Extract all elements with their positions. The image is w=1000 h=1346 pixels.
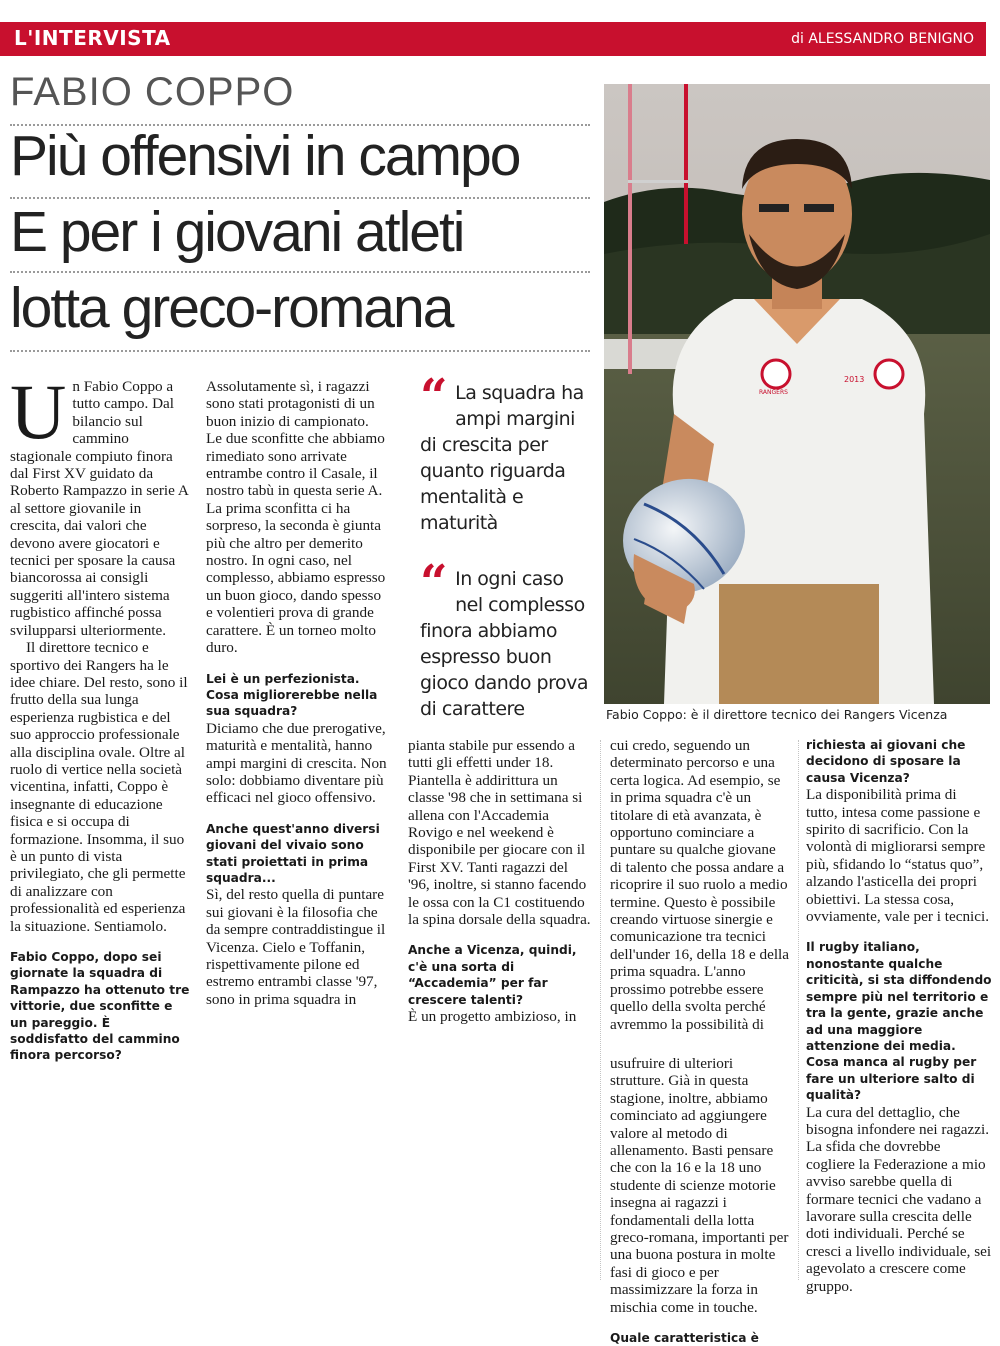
headline bbox=[10, 118, 600, 346]
interview-question: Fabio Coppo, dopo sei giornate la squadra di Rampazzo ha ottenuto tre vittorie, due sconfitte e un pareggio. È soddisfatto del cammino finora percorso? bbox=[10, 950, 190, 1063]
section-label: L'INTERVISTA bbox=[14, 26, 171, 50]
column-divider bbox=[600, 740, 601, 1280]
article-column-3 bbox=[408, 737, 592, 1026]
quote-mark-icon: “ bbox=[420, 555, 448, 611]
interview-question: Anche a Vicenza, quindi, c'è una sorta di “Accademia” per far crescere talenti? bbox=[408, 943, 577, 1007]
portrait-photo bbox=[604, 84, 990, 704]
divider bbox=[10, 271, 590, 273]
author-byline: di ALESSANDRO BENIGNO bbox=[791, 31, 974, 47]
pull-quote-text: In ogni caso nel complesso finora abbiamo espresso buon gioco dando prova di carattere bbox=[420, 568, 589, 720]
pull-quote-text: La squadra ha ampi margini di crescita per quanto riguarda mentalità e maturità bbox=[420, 382, 584, 534]
interview-answer: È un progetto ambizioso, in bbox=[408, 1008, 577, 1026]
svg-text:2013: 2013 bbox=[844, 375, 865, 384]
article-intro: n Fabio Coppo a tutto campo. Dal bilancio sul cammino stagionale compiuto finora dal First XV guidato da Roberto Rampazzo in serie A al settore giovanile in crescita, dai valori che devono avere giocatori e tecnici per sposare la causa biancorossa ai consigli suggeriti all'intero sistema rugbistico affinché possa svilupparsi ulteriormente. bbox=[10, 378, 188, 639]
article-paragraph: Il direttore tecnico e sportivo dei Rangers ha le idee chiare. Del resto, sono il frutto della sua lunga esperienza rugbistica e del suo approccio professionale alla disciplina ovale. Oltre al ruolo di vertice nella società vicentina, infatti, Coppo è insegnante di educazione fisica e si occupa di formazione. Insomma, il suo è un punto di vista privilegiato, che gli permette di analizzare con professionalità ed esperienza la situazione. Sentiamolo. bbox=[10, 639, 188, 935]
headline-line-2: E per i giovani atleti bbox=[10, 200, 464, 264]
interview-answer: Sì, del resto quella di puntare sui giovani è la filosofia che da sempre contraddistingue il Vicenza. Cielo e Toffanin, rispettivamente pilone ed estremo entrambi classe '97, sono in prima squadra in bbox=[206, 886, 386, 1008]
interview-answer: La disponibilità prima di tutto, intesa come passione e spirito di sacrificio. Con la volontà di migliorarsi sempre più, sfidando lo “status quo”, alzando l'asticella dei propri obiettivi. La stessa cosa, ovviamente, vale per i tecnici. bbox=[806, 786, 990, 926]
interview-answer: Assolutamente sì, i ragazzi sono stati protagonisti di un buon inizio di campionato. Le due sconfitte che abbiamo rimediato sono arrivate entrambe contro il Casale, il nostro tabù in questa serie A. La prima sconfitta ci ha sorpreso, la seconda è giunta più che altro per demerito nostro. In ogni caso, nel complesso, abbiamo espresso un buon gioco, dando spesso e volentieri prova di grande carattere. È un torneo molto duro. bbox=[206, 378, 386, 657]
article-column-4 bbox=[610, 737, 790, 1346]
article-column-2 bbox=[206, 378, 388, 1008]
article-column-1 bbox=[10, 368, 192, 1064]
interview-question: Lei è un perfezionista. Cosa migliorerebbe nella sua squadra? bbox=[206, 671, 378, 719]
column-divider bbox=[798, 740, 799, 1280]
pull-quote bbox=[420, 369, 596, 536]
interview-question: richiesta ai giovani che decidono di sposare la causa Vicenza? bbox=[806, 738, 966, 785]
interview-answer: usufruire di ulteriori strutture. Già in questa stagione, inoltre, abbiamo cominciato ad aggiungere valore al metodo di allenamento. Basti pensare che con la 16 e la 18 uno studente di scienze motorie insegna ai ragazzi i fondamentali della lotta greco-romana, importanti per una buona postura in molte fasi di gioco e per massimizzare la forza in mischia come in touche. bbox=[610, 1054, 789, 1316]
drop-cap: U bbox=[10, 368, 67, 455]
headline-line-1: Più offensivi in campo bbox=[10, 124, 520, 188]
interview-answer: Diciamo che due prerogative, maturità e mentalità, hanno ampi margini di crescita. Non solo: dobbiamo diventare più efficaci nel gioco offensivo. bbox=[206, 719, 387, 807]
photo-illustration bbox=[604, 84, 990, 704]
pull-quote bbox=[420, 555, 596, 722]
article-column-5 bbox=[806, 737, 992, 1295]
section-banner bbox=[0, 22, 986, 56]
divider bbox=[10, 197, 590, 199]
interview-answer: pianta stabile pur essendo a tutti gli effetti under 18. Piantella è addirittura un classe '98 che in settimana si allena con l'Accademia Rovigo e nel weekend è disponibile per giocare con il First XV. Tanti ragazzi del '96, inoltre, si stanno facendo le ossa con la C1 costituendo la spina dorsale della squadra. bbox=[408, 737, 591, 929]
svg-text:RANGERS: RANGERS bbox=[759, 389, 788, 396]
interview-question: Il rugby italiano, nonostante qualche criticità, si sta diffondendo sempre più nel territorio e tra la gente, grazie anche ad una maggiore attenzione dei media. Cosa manca al rugby per fare un ulteriore salto di qualità? bbox=[806, 940, 992, 1103]
headline-line-3: lotta greco-romana bbox=[10, 276, 453, 340]
divider bbox=[10, 350, 590, 352]
interview-answer: La cura del dettaglio, che bisogna infondere nei ragazzi. La sfida che dovrebbe cogliere la Federazione a mio avviso sarebbe quella di formare tecnici che vadano a lavorare sulla crescita delle doti individuali. Perché se cresci a livello individuale, sei agevolato a crescere come gruppo. bbox=[806, 1103, 992, 1295]
interview-question: Anche quest'anno diversi giovani del vivaio sono stati proiettati in prima squadra... bbox=[206, 821, 380, 885]
interview-answer: cui credo, seguendo un determinato percorso e una certa logica. Ad esempio, se in prima squadra c'è un titolare di età avanzata, è opportuno cominciare a puntare su qualche giovane di talento che possa andare a ricoprire il suo ruolo a medio termine. Questo è possibile creando virtuose sinergie e comunicazione tra tecnici dell'under 16, della 18 e della prima squadra. L'anno prossimo potrebbe essere quello della svolta perché avremmo la possibilità di bbox=[610, 737, 790, 1033]
photo-caption: Fabio Coppo: è il direttore tecnico dei Rangers Vicenza bbox=[606, 707, 948, 722]
interview-question: Quale caratteristica è bbox=[610, 1331, 759, 1345]
interviewee-name: FABIO COPPO bbox=[10, 70, 295, 114]
quote-mark-icon: “ bbox=[420, 369, 448, 425]
